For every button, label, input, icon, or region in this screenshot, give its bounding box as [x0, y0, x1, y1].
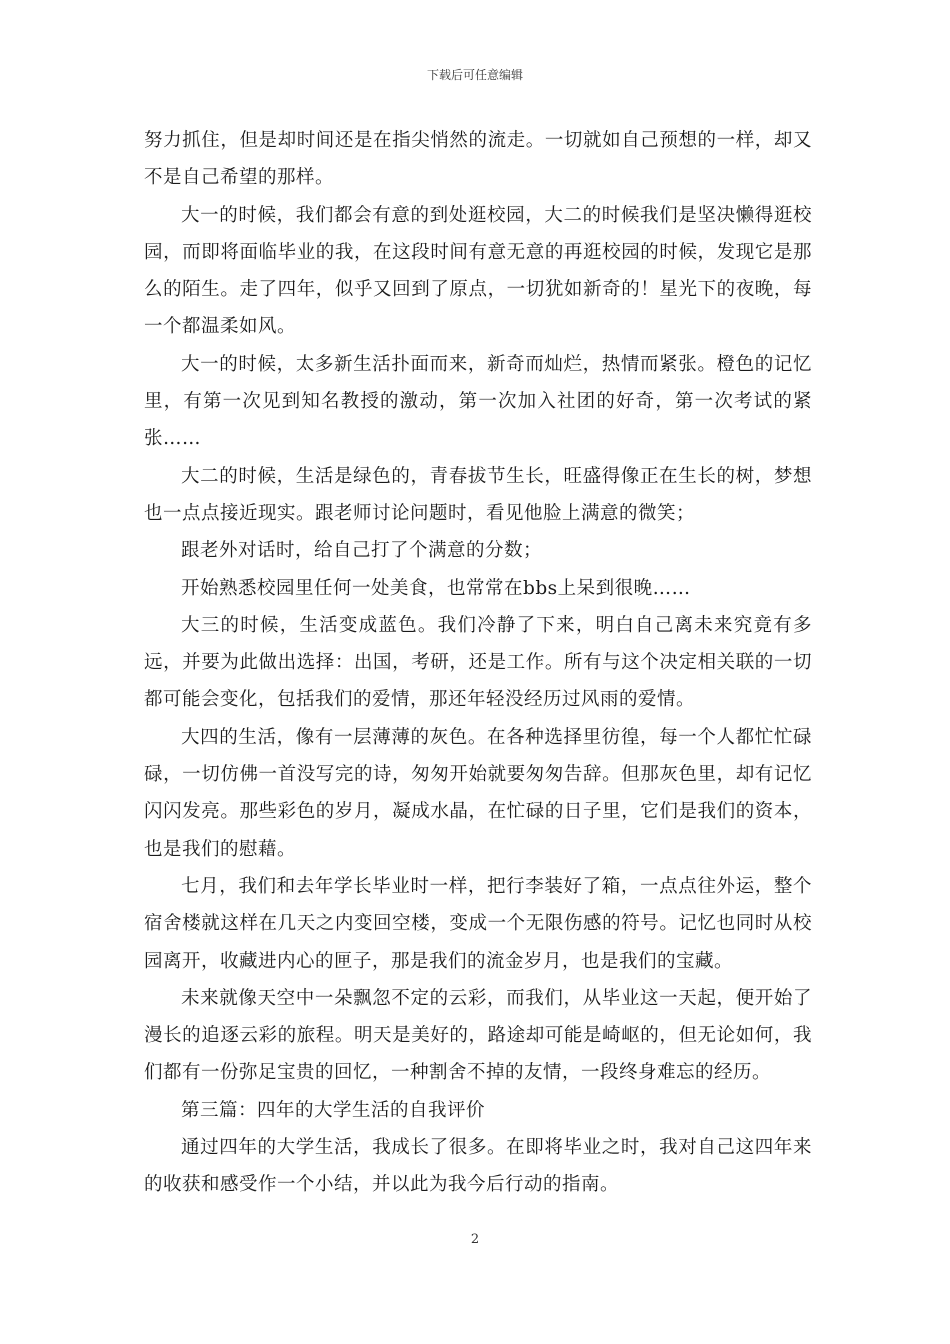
page-header: 下载后可任意编辑: [426, 68, 523, 82]
paragraph: 大三的时候，生活变成蓝色。我们冷静了下来，明白自己离未来究竟有多远，并要为此做出选择：出国，考研，还是工作。所有与这个决定相关联的一切都可能会变化，包括我们的爱情，那还年轻没经历过风雨的爱情。: [144, 614, 812, 711]
paragraph: 通过四年的大学生活，我成长了很多。在即将毕业之时，我对自己这四年来的收获和感受作一个小结，并以此为我今后行动的指南。: [144, 1137, 812, 1196]
page-number: 2: [470, 1232, 480, 1247]
paragraph: 未来就像天空中一朵飘忽不定的云彩，而我们，从毕业这一天起，便开始了漫长的追逐云彩的旅程。明天是美好的，路途却可能是崎岖的，但无论如何，我们都有一份弥足宝贵的回忆，一种割舍不掉的友情，一段终身难忘的经历。: [144, 987, 812, 1084]
paragraph: 开始熟悉校园里任何一处美食，也常常在bbs上呆到很晚……: [181, 577, 691, 599]
document-body: [144, 122, 812, 1204]
paragraph: 大二的时候，生活是绿色的，青春拔节生长，旺盛得像正在生长的树，梦想也一点点接近现实。跟老师讨论问题时，看见他脸上满意的微笑；: [144, 465, 812, 524]
paragraph: 大四的生活，像有一层薄薄的灰色。在各种选择里彷徨，每一个人都忙忙碌碌，一切仿佛一首没写完的诗，匆匆开始就要匆匆告辞。但那灰色里，却有记忆闪闪发亮。那些彩色的岁月，凝成水晶，在忙碌的日子里，它们是我们的资本，也是我们的慰藉。: [144, 726, 812, 860]
paragraph: 大一的时候，太多新生活扑面而来，新奇而灿烂，热情而紧张。橙色的记忆里，有第一次见到知名教授的激动，第一次加入社团的好奇，第一次考试的紧张……: [144, 353, 812, 450]
section-heading: 第三篇：四年的大学生活的自我评价: [181, 1099, 486, 1121]
paragraph: 努力抓住，但是却时间还是在指尖悄然的流走。一切就如自己预想的一样，却又不是自己希望的那样。: [144, 130, 812, 189]
paragraph: 七月，我们和去年学长毕业时一样，把行李装好了箱，一点点往外运，整个宿舍楼就这样在几天之内变回空楼，变成一个无限伤感的符号。记忆也同时从校园离开，收藏进内心的匣子，那是我们的流金岁月，也是我们的宝藏。: [144, 875, 812, 972]
paragraph: 跟老外对话时，给自己打了个满意的分数；: [181, 540, 543, 562]
paragraph: 大一的时候，我们都会有意的到处逛校园，大二的时候我们是坚决懒得逛校园，而即将面临毕业的我，在这段时间有意无意的再逛校园的时候，发现它是那么的陌生。走了四年，似乎又回到了原点，一切犹如新奇的！星光下的夜晚，每一个都温柔如风。: [144, 204, 812, 338]
